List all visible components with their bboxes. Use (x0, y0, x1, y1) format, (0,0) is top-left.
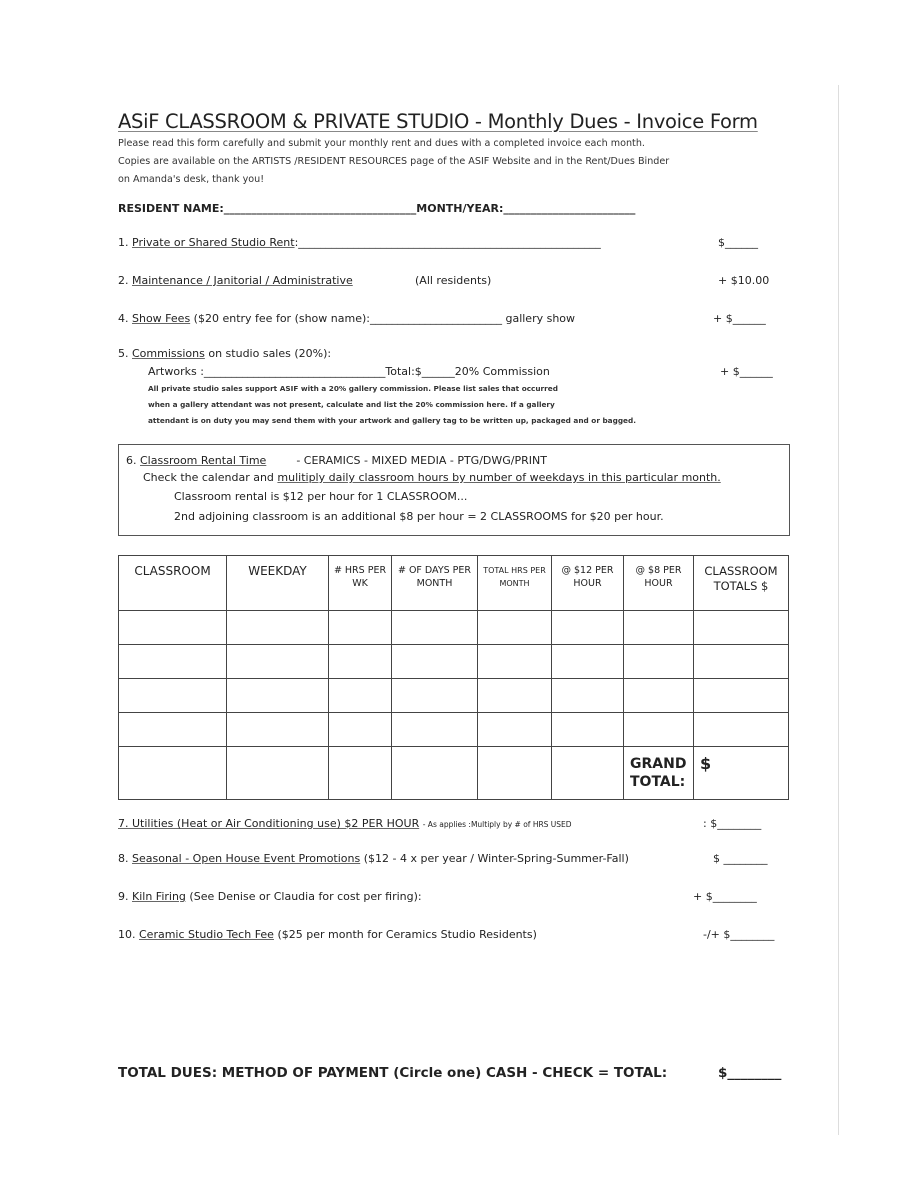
classroom-types: - CERAMICS - MIXED MEDIA - PTG/DWG/PRINT (296, 454, 547, 467)
cell[interactable] (624, 645, 694, 679)
cell[interactable] (119, 713, 227, 747)
kiln-amount[interactable]: + $________ (693, 890, 757, 903)
form-title: ASiF CLASSROOM & PRIVATE STUDIO - Monthly Dues - Invoice Form (118, 110, 758, 133)
item-number: 5. (118, 347, 129, 360)
cell[interactable] (478, 713, 552, 747)
instruction-underlined: mulitiply daily classroom hours by number of weekdays in this particular month. (277, 471, 721, 484)
seasonal-amount[interactable]: $ ________ (713, 852, 768, 865)
cell[interactable] (392, 747, 478, 800)
show-fee-amount[interactable]: + $______ (713, 312, 766, 325)
intro-line: on Amanda's desk, thank you! (118, 174, 265, 185)
col-header: # OF DAYS PER MONTH (392, 556, 478, 611)
col-header: WEEKDAY (227, 556, 329, 611)
item-label: Kiln Firing (132, 890, 186, 903)
artworks-field[interactable]: Artworks :_________________________________Total:$______20% Commission (148, 365, 550, 378)
fine-print: when a gallery attendant was not present, calculate and list the 20% commission here. If a gallery (148, 400, 555, 409)
item-label: Classroom Rental Time (140, 454, 267, 467)
cell[interactable] (552, 679, 624, 713)
item-number: 10. (118, 928, 136, 941)
item-2 (118, 274, 353, 287)
item-5 (118, 347, 331, 360)
resident-name-label: RESIDENT NAME: (118, 202, 224, 215)
commission-amount[interactable]: + $______ (720, 365, 773, 378)
intro-line: Copies are available on the ARTISTS /RESIDENT RESOURCES page of the ASIF Website and in the Rent/Dues Binder (118, 156, 670, 167)
cell[interactable] (552, 611, 624, 645)
item-label: Maintenance / Janitorial / Administrative (132, 274, 353, 287)
col-header: TOTAL HRS PER MONTH (478, 556, 552, 611)
grand-total-value[interactable]: $ (694, 747, 789, 800)
cell[interactable] (392, 611, 478, 645)
page-edge (838, 85, 839, 1135)
cell[interactable] (552, 645, 624, 679)
cell[interactable] (329, 713, 392, 747)
item-note: (All residents) (415, 274, 492, 287)
cell[interactable] (329, 645, 392, 679)
col-header: CLASSROOM TOTALS $ (694, 556, 789, 611)
item-note: ($12 - 4 x per year / Winter-Spring-Summer-Fall) (363, 852, 629, 865)
item-number: 4. (118, 312, 129, 325)
cell[interactable] (552, 713, 624, 747)
cell[interactable] (227, 713, 329, 747)
item-1 (118, 236, 601, 249)
item-number: 6. (126, 454, 137, 467)
table-row (119, 713, 789, 747)
cell[interactable] (694, 713, 789, 747)
cell[interactable] (478, 679, 552, 713)
cell[interactable] (694, 645, 789, 679)
cell[interactable] (119, 645, 227, 679)
cell[interactable] (624, 679, 694, 713)
item-label: 7. Utilities (Heat or Air Conditioning use) $2 PER HOUR (118, 817, 420, 830)
item-note: on studio sales (20%): (208, 347, 332, 360)
item-note: (See Denise or Claudia for cost per firing): (189, 890, 422, 903)
total-dues-amount[interactable]: $________ (718, 1065, 782, 1081)
grand-total-label: GRAND TOTAL: (624, 747, 694, 800)
cell[interactable] (329, 611, 392, 645)
item-label: Ceramic Studio Tech Fee (139, 928, 274, 941)
month-year-label: MONTH/YEAR: (416, 202, 504, 215)
item-note: - As applies :Multiply by # of HRS USED (422, 820, 572, 829)
classroom-table (118, 555, 789, 800)
cell[interactable] (227, 645, 329, 679)
item-label: Commissions (132, 347, 205, 360)
intro-line: Please read this form carefully and submit your monthly rent and dues with a completed invoice each month. (118, 138, 645, 149)
cell[interactable] (694, 611, 789, 645)
instruction-text: Check the calendar and (143, 471, 278, 484)
item-label: Show Fees (132, 312, 191, 325)
item-4 (118, 312, 575, 325)
item-label: Seasonal - Open House Event Promotions (132, 852, 361, 865)
cell[interactable] (119, 611, 227, 645)
fine-print: All private studio sales support ASIF with a 20% gallery commission. Please list sales that occurred (148, 384, 558, 393)
col-header: @ $12 PER HOUR (552, 556, 624, 611)
resident-row (118, 202, 635, 215)
col-header: CLASSROOM (119, 556, 227, 611)
cell[interactable] (227, 747, 329, 800)
rent-field[interactable]: :_______________________________________________________ (294, 236, 601, 249)
resident-name-field[interactable]: ___________________________________ (223, 202, 417, 215)
month-year-field[interactable]: ________________________ (503, 202, 636, 215)
rental-rate-2: 2nd adjoining classroom is an additional $8 per hour = 2 CLASSROOMS for $20 per hour. (174, 510, 664, 523)
rent-amount[interactable]: $______ (718, 236, 758, 249)
cell[interactable] (119, 679, 227, 713)
cell[interactable] (227, 611, 329, 645)
cell[interactable] (329, 679, 392, 713)
cell[interactable] (552, 747, 624, 800)
table-header-row (119, 556, 789, 611)
cell[interactable] (392, 679, 478, 713)
cell[interactable] (478, 645, 552, 679)
item-number: 8. (118, 852, 129, 865)
item-8 (118, 852, 629, 865)
table-row (119, 645, 789, 679)
cell[interactable] (478, 747, 552, 800)
cell[interactable] (329, 747, 392, 800)
cell[interactable] (624, 713, 694, 747)
item-label: Private or Shared Studio Rent (132, 236, 295, 249)
cell[interactable] (392, 713, 478, 747)
table-row (119, 747, 789, 800)
item-7 (118, 817, 572, 830)
utilities-amount[interactable]: : $________ (703, 817, 762, 830)
item-number: 9. (118, 890, 129, 903)
col-header: @ $8 PER HOUR (624, 556, 694, 611)
cell[interactable] (478, 611, 552, 645)
item-9 (118, 890, 422, 903)
total-dues-label: TOTAL DUES: METHOD OF PAYMENT (Circle one) CASH - CHECK = TOTAL: (118, 1065, 668, 1081)
fine-print: attendant is on duty you may send them with your artwork and gallery tag to be written up, packaged and or bagged. (148, 416, 637, 425)
rental-instruction (143, 471, 721, 484)
cell[interactable] (392, 645, 478, 679)
rental-rate-1: Classroom rental is $12 per hour for 1 CLASSROOM... (174, 490, 468, 503)
cell[interactable] (119, 747, 227, 800)
item-10 (118, 928, 537, 941)
table-row (119, 679, 789, 713)
table-row (119, 611, 789, 645)
cell[interactable] (624, 611, 694, 645)
cell[interactable] (694, 679, 789, 713)
item-note: ($25 per month for Ceramics Studio Residents) (277, 928, 537, 941)
maintenance-amount: + $10.00 (718, 274, 770, 287)
item-number: 2. (118, 274, 129, 287)
col-header: # HRS PER WK (329, 556, 392, 611)
show-name-field[interactable]: ($20 entry fee for (show name):________________________ gallery show (193, 312, 576, 325)
item-number: 1. (118, 236, 129, 249)
tech-fee-amount[interactable]: -/+ $________ (703, 928, 775, 941)
item-6 (126, 454, 547, 467)
cell[interactable] (227, 679, 329, 713)
